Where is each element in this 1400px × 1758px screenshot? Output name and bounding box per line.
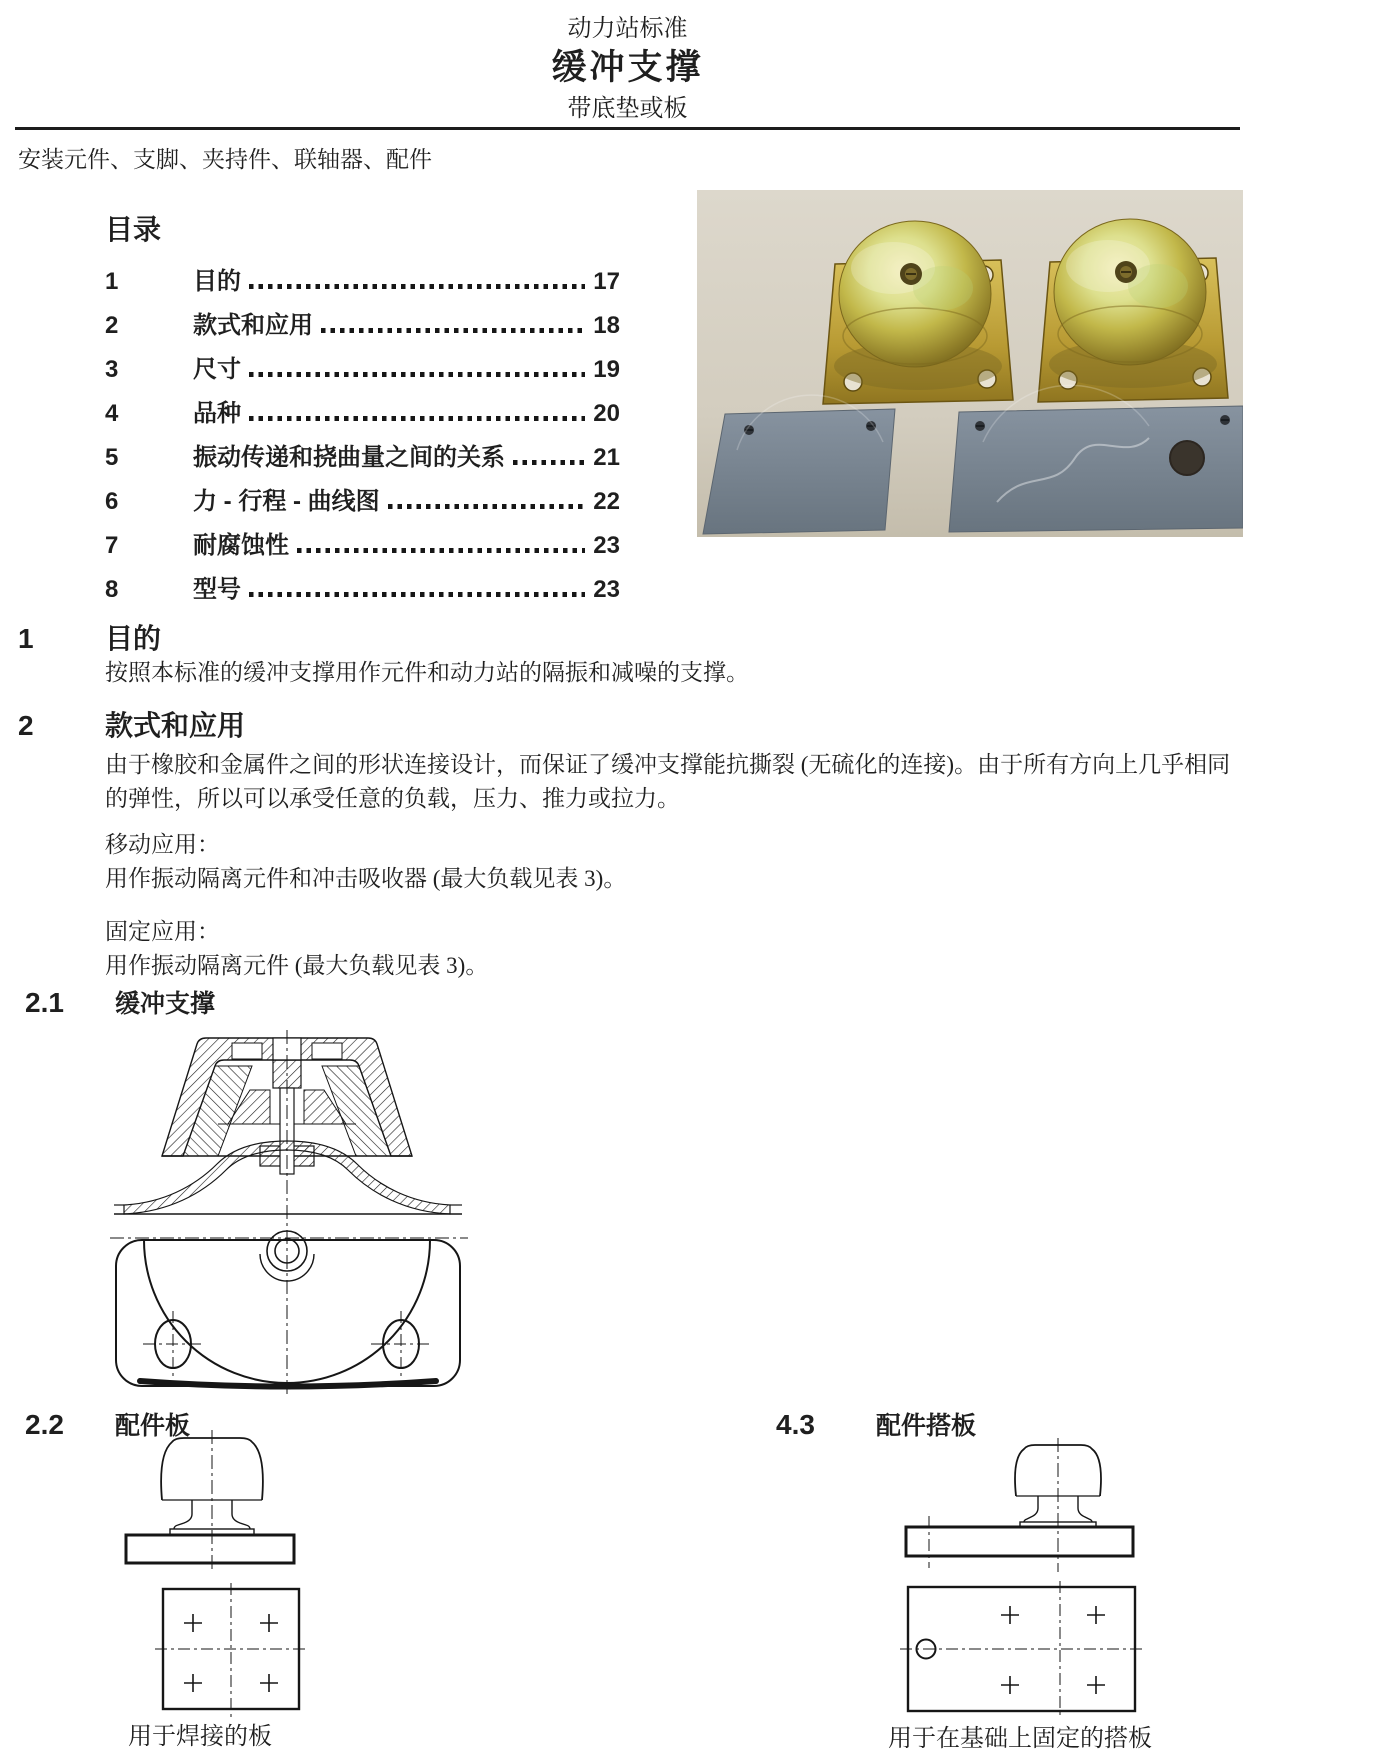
weld-plate-plan-view [155,1583,307,1717]
section-1-body: 按照本标准的缓冲支撑用作元件和动力站的隔振和减噪的支撑。 [105,660,749,685]
toc-item-page: 18 [593,312,620,339]
mobile-application-label: 移动应用： [105,832,220,857]
weld-plate-caption: 用于焊接的板 [128,1724,272,1750]
toc-item-number: 4 [105,400,119,427]
toc-dot-leader [249,372,585,377]
page-subtitle: 带底垫或板 [567,96,688,122]
anchor-plate-side-view [903,1438,1138,1575]
toc [105,252,620,604]
toc-item-title: 耐腐蚀性 [193,532,289,559]
section-title: 目的 [105,623,162,654]
mobile-application-body: 用作振动隔离元件和冲击吸收器 (最大负载见表 3)。 [105,866,627,891]
toc-dot-leader [297,548,585,553]
toc-row [105,296,620,340]
toc-heading: 目录 [105,214,162,245]
toc-row [105,472,620,516]
toc-row [105,384,620,428]
toc-item-page: 23 [593,576,620,603]
section-number: 2.1 [25,987,64,1018]
product-photo [697,190,1243,537]
section-2-1-heading [25,984,215,1020]
toc-item-title: 品种 [193,400,241,427]
toc-item-title: 振动传递和挠曲量之间的关系 [193,444,505,471]
toc-row [105,428,620,472]
header-divider [15,127,1240,130]
section-title: 配件板 [115,1412,191,1440]
toc-dot-leader [249,416,585,421]
toc-row [105,340,620,384]
toc-item-number: 8 [105,576,119,603]
toc-dot-leader [249,284,585,289]
toc-item-page: 23 [593,532,620,559]
toc-item-page: 22 [593,488,620,515]
section-1-heading [18,617,161,657]
toc-row [105,560,620,604]
cross-section-view [114,1038,462,1214]
anchor-plate-plan-view [900,1581,1145,1717]
toc-dot-leader [321,328,585,333]
toc-item-number: 5 [105,444,119,471]
page-title: 缓冲支撑 [551,48,704,87]
toc-item-number: 7 [105,532,119,559]
fixed-application-body: 用作振动隔离元件 (最大负载见表 3)。 [105,953,489,978]
standard-name: 动力站标准 [567,16,688,42]
toc-row [105,252,620,296]
toc-item-title: 目的 [193,268,241,295]
section-title: 款式和应用 [105,710,246,741]
toc-item-page: 17 [593,268,620,295]
section-title: 配件搭板 [876,1412,977,1440]
toc-item-page: 20 [593,400,620,427]
buffer-support-drawing [110,1028,470,1400]
section-number: 2 [18,710,34,741]
toc-item-number: 3 [105,356,119,383]
toc-row [105,516,620,560]
product-category-line: 安装元件、支脚、夹持件、联轴器、配件 [18,147,432,172]
toc-dot-leader [388,504,586,509]
toc-item-title: 尺寸 [193,356,241,383]
weld-plate-side-view [118,1430,303,1572]
section-number: 1 [18,623,34,654]
section-2-heading [18,704,245,744]
anchor-plate-caption: 用于在基础上固定的搭板 [888,1726,1152,1752]
base-plate-photo-left [703,395,895,534]
toc-item-page: 21 [593,444,620,471]
toc-item-page: 19 [593,356,620,383]
toc-dot-leader [513,460,585,465]
toc-item-title: 型号 [193,576,241,603]
toc-dot-leader [249,592,585,597]
toc-item-number: 2 [105,312,119,339]
section-4-3-heading [776,1406,976,1442]
toc-item-number: 1 [105,268,119,295]
section-title: 缓冲支撑 [115,990,216,1018]
section-number: 4.3 [776,1409,815,1440]
toc-item-number: 6 [105,488,119,515]
toc-item-title: 款式和应用 [193,312,313,339]
toc-item-title: 力 - 行程 - 曲线图 [193,488,380,515]
section-2-body: 由于橡胶和金属件之间的形状连接设计，而保证了缓冲支撑能抗撕裂 (无硫化的连接)。由于所有方向上几乎相同的弹性，所以可以承受任意的负载，压力、推力或拉力。 [105,752,1231,811]
section-number: 2.2 [25,1409,64,1440]
fixed-application-label: 固定应用： [105,919,220,944]
